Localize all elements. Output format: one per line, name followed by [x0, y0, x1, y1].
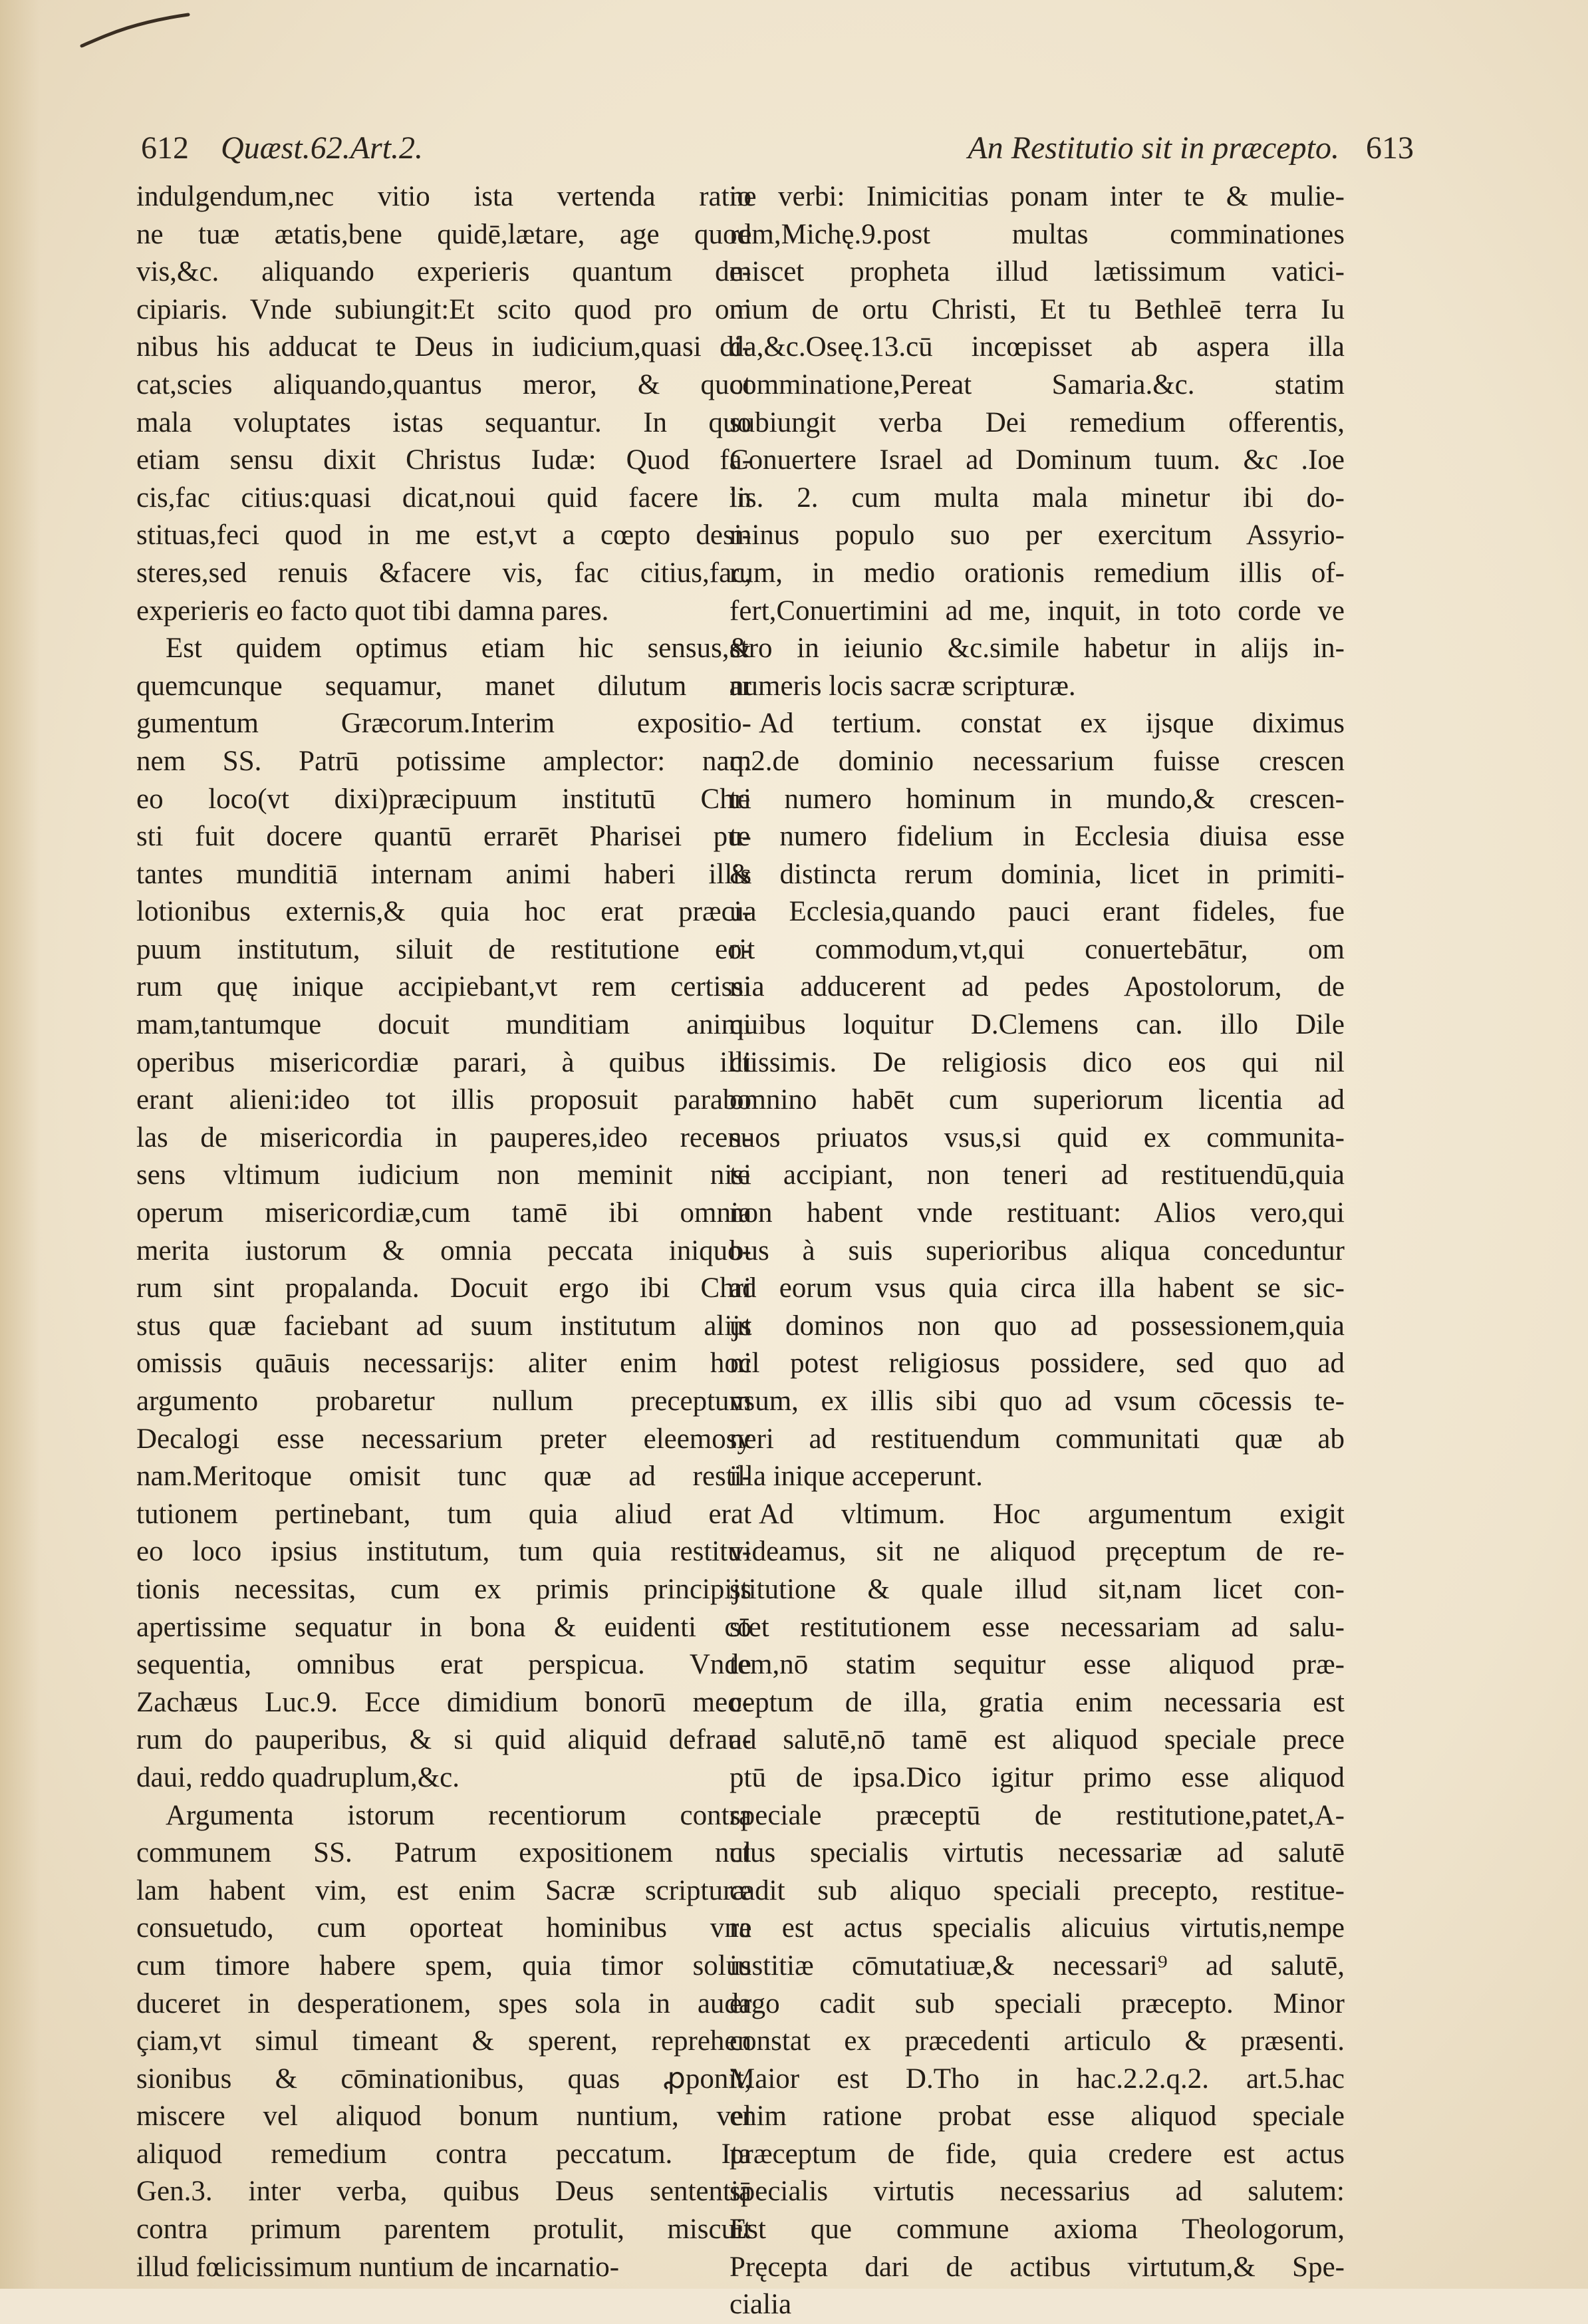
text-line: tem,nō statim sequitur esse aliquod præ- [729, 1649, 1345, 1681]
text-line: cum timore habere spem, quia timor solus [136, 1950, 751, 1981]
text-line: stro in ieiunio &c.simile habetur in alijs in- [729, 633, 1345, 664]
text-line: stitutione & quale illud sit,nam licet con- [729, 1573, 1345, 1605]
left-page-header [141, 118, 423, 178]
text-line: speciale præceptū de restitutione,patet,A- [729, 1799, 1345, 1831]
ink-stroke-mark [78, 9, 192, 49]
text-line: argumento probaretur nullum preceptum [136, 1385, 751, 1417]
right-running-title: An Restitutio sit in præcepto. [968, 130, 1339, 166]
text-line: rem,Michę.9.post multas comminationes [729, 218, 1345, 250]
left-running-title: Quæst.62.Art.2. [221, 130, 424, 166]
text-line: numeris locis sacræ scripturæ. [729, 670, 1076, 702]
text-line: Gen.3. inter verba, quibus Deus sententiā [136, 2176, 751, 2208]
text-line: nil potest religiosus possidere, sed quo ad [729, 1348, 1345, 1380]
text-line: tantes munditiā internam animi haberi illis [136, 858, 751, 890]
text-line: stet restitutionem esse necessariam ad salu- [729, 1611, 1345, 1643]
text-line: lam habent vim, est enim Sacræ scripturæ [136, 1874, 751, 1906]
text-line: apertissime sequatur in bona & euidenti cō [136, 1611, 751, 1643]
text-line: cat,scies aliquando,quantus meror, & quot [136, 368, 751, 400]
text-line: lotionibus externis,& quia hoc erat præci- [136, 896, 751, 928]
text-line: rum sint propalanda. Docuit ergo ibi Chri [136, 1272, 751, 1304]
text-line: duceret in desperationem, spes sola in auda [136, 1987, 751, 2019]
text-line: rum quę inique accipiebant,vt rem certissi [136, 971, 751, 1003]
text-line: præceptum de fide, quia credere est actus [729, 2138, 1345, 2170]
text-line: mala voluptates istas sequantur. In quo [136, 406, 751, 438]
text-line: stus quæ faciebant ad suum institutum alijs [136, 1310, 751, 1342]
text-line: enim ratione probat esse aliquod speciale [729, 2101, 1345, 2132]
text-line: da,&c.Oseę.13.cū incœpisset ab aspera illa [729, 331, 1345, 363]
text-line: operum misericordiæ,cum tamē ibi omnia [136, 1197, 751, 1229]
text-line: q.2.de dominio necessarium fuisse crescen [729, 745, 1345, 777]
text-line: Zachæus Luc.9. Ecce dimidium bonorū meo- [136, 1686, 751, 1718]
text-line: ad eorum vsus quia circa illa habent se sic- [729, 1272, 1345, 1304]
text-line: quemcunque sequamur, manet dilutum ar [136, 670, 751, 702]
text-line: rum do pauperibus, & si quid aliquid defrau- [136, 1724, 751, 1756]
text-line: sens vltimum iudicium non meminit nisi [136, 1159, 751, 1191]
text-line: re est actus specialis alicuius virtutis,nempe [729, 1912, 1345, 1944]
text-line: suos priuatos vsus,si quid ex communita- [729, 1121, 1345, 1153]
text-line: Pręcepta dari de actibus virtutum,& Spe- [729, 2251, 1345, 2283]
right-page-header [968, 118, 1414, 178]
text-line: tionis necessitas, cum ex primis principijs [136, 1573, 751, 1605]
text-line: miscet propheta illud lætissimum vatici- [729, 256, 1345, 288]
text-line: te numero hominum in mundo,& crescen- [729, 783, 1345, 815]
text-line: nia adducerent ad pedes Apostolorum, de [729, 971, 1345, 1003]
text-line: sionibus & cōminationibus, quas ꝓponit, [136, 2063, 751, 2095]
text-line: ergo cadit sub speciali præcepto. Minor [729, 1987, 1345, 2019]
text-line: sti fuit docere quantū errarēt Pharisei pu- [136, 821, 751, 853]
text-line: miscere vel aliquod bonum nuntium, vel [136, 2101, 751, 2132]
text-line: cipiaris. Vnde subiungit:Et scito quod pro om [136, 293, 751, 325]
text-line: erant alieni:ideo tot illis proposuit parabo [136, 1084, 751, 1116]
text-line: sequentia, omnibus erat perspicua. Vnde [136, 1649, 751, 1681]
text-line: ut dominos non quo ad possessionem,quia [729, 1310, 1345, 1342]
text-line: ptū de ipsa.Dico igitur primo esse aliquod [729, 1761, 1345, 1793]
text-line: illud fœlicissimum nuntium de incarnatio- [136, 2251, 620, 2283]
text-line: steres,sed renuis &facere vis, fac citius,fac, [136, 557, 751, 589]
text-line: ne verbi: Inimicitias ponam inter te & mulie- [729, 181, 1345, 212]
text-line: videamus, sit ne aliquod pręceptum de re- [729, 1536, 1345, 1568]
text-line: puum institutum, siluit de restitutione eo- [136, 933, 751, 965]
text-line: çiam,vt simul timeant & sperent, reprehen [136, 2025, 751, 2057]
text-line: nem SS. Patrū potissime amplector: nam [136, 745, 751, 777]
text-line: Ad tertium. constat ex ijsque diximus [759, 708, 1345, 740]
text-line: cis,fac citius:quasi dicat,noui quid facere in [136, 482, 751, 513]
text-line: daui, reddo quadruplum,&c. [136, 1761, 460, 1793]
text-line: te accipiant, non teneri ad restituendū,quia [729, 1159, 1345, 1191]
left-page-number: 612 [141, 130, 189, 166]
text-line: specialis virtutis necessarius ad salutem: [729, 2176, 1345, 2208]
text-line: Conuertere Israel ad Dominum tuum. &c .Ioe [729, 444, 1345, 476]
text-line: omnino habēt cum superiorum licentia ad [729, 1084, 1345, 1116]
text-line: cialia [729, 2289, 792, 2321]
text-line: Argumenta istorum recentiorum contra [166, 1799, 751, 1831]
text-line: fert,Conuertimini ad me, inquit, in toto corde ve [729, 595, 1345, 627]
left-text-column [136, 178, 751, 2286]
text-line: lis. 2. cum multa mala minetur ibi do- [729, 482, 1345, 513]
text-line: rum, in medio orationis remedium illis of- [729, 557, 1345, 589]
text-line: vis,&c. aliquando experieris quantum de- [136, 256, 751, 288]
right-text-column [729, 178, 1345, 2324]
text-line: omissis quāuis necessarijs: aliter enim hoc [136, 1348, 751, 1380]
text-line: ceptum de illa, gratia enim necessaria est [729, 1686, 1345, 1718]
text-line: Est que commune axioma Theologorum, [729, 2214, 1345, 2246]
text-line: constat ex præcedenti articulo & præsenti. [729, 2025, 1345, 2057]
text-line: & distincta rerum dominia, licet in primiti- [729, 858, 1345, 890]
text-line: cadit sub aliquo speciali precepto, restitue- [729, 1874, 1345, 1906]
text-line: neri ad restituendum communitati quæ ab [729, 1423, 1345, 1455]
text-line: Ad vltimum. Hoc argumentum exigit [759, 1498, 1345, 1530]
text-line: merita iustorum & omnia peccata iniquo- [136, 1235, 751, 1266]
text-line: experieris eo facto quot tibi damna pares. [136, 595, 609, 627]
text-line: gumentum Græcorum.Interim expositio- [136, 708, 751, 740]
text-line: etiam sensu dixit Christus Iudæ: Quod fa- [136, 444, 751, 476]
text-line: subiungit verba Dei remedium offerentis, [729, 406, 1345, 438]
text-line: aliquod remedium contra peccatum. Ita [136, 2138, 751, 2170]
text-line: consuetudo, cum oporteat hominibus vna [136, 1912, 751, 1944]
text-line: operibus misericordiæ parari, à quibus illi [136, 1046, 751, 1078]
text-line: Est quidem optimus etiam hic sensus,& [166, 633, 751, 664]
text-line: ua Ecclesia,quando pauci erant fideles, fue [729, 896, 1345, 928]
text-line: bus à suis superioribus aliqua conceduntur [729, 1235, 1345, 1266]
text-line: ne tuæ ætatis,bene quidē,lætare, age quod [136, 218, 751, 250]
text-line: las de misericordia in pauperes,ideo recen- [136, 1121, 751, 1153]
right-page-number: 613 [1366, 130, 1414, 166]
text-line: mam,tantumque docuit munditiam animi [136, 1009, 751, 1041]
text-line: comminatione,Pereat Samaria.&c. statim [729, 368, 1345, 400]
text-line: nibus his adducat te Deus in iudicium,quasi di- [136, 331, 751, 363]
text-line: contra primum parentem protulit, miscuit [136, 2214, 751, 2246]
text-line: ctus specialis virtutis necessariæ ad salutē [729, 1837, 1345, 1869]
text-line: minus populo suo per exercitum Assyrio- [729, 519, 1345, 551]
text-line: tutionem pertinebant, tum quia aliud erat [136, 1498, 751, 1530]
text-line: rit commodum,vt,qui conuertebātur, om [729, 933, 1345, 965]
text-line: nam.Meritoque omisit tunc quæ ad resti- [136, 1461, 751, 1493]
text-line: te numero fidelium in Ecclesia diuisa esse [729, 821, 1345, 853]
text-line: Decalogi esse necessarium preter eleemosy [136, 1423, 751, 1455]
text-line: vsum, ex illis sibi quo ad vsum cōcessis te- [729, 1385, 1345, 1417]
text-line: iustitiæ cōmutatiuæ,& necessari⁹ ad salutē, [729, 1950, 1345, 1981]
text-line: ad salutē,nō tamē est aliquod speciale prece [729, 1724, 1345, 1756]
text-line: ctissimis. De religiosis dico eos qui nil [729, 1046, 1345, 1078]
text-line: communem SS. Patrum expositionem nul [136, 1837, 751, 1869]
text-line: quibus loquitur D.Clemens can. illo Dile [729, 1009, 1345, 1041]
text-line: eo loco ipsius institutum, tum quia restitu- [136, 1536, 751, 1568]
text-line: stituas,feci quod in me est,vt a cœpto desi- [136, 519, 751, 551]
text-line: Maior est D.Tho in hac.2.2.q.2. art.5.hac [729, 2063, 1345, 2095]
text-line: eo loco(vt dixi)præcipuum institutū Chri [136, 783, 751, 815]
text-line: illa inique acceperunt. [729, 1461, 983, 1493]
text-line: non habent vnde restituant: Alios vero,qui [729, 1197, 1345, 1229]
text-line: indulgendum,nec vitio ista vertenda ratio [136, 181, 751, 212]
text-line: nium de ortu Christi, Et tu Bethleē terra Iu [729, 293, 1345, 325]
